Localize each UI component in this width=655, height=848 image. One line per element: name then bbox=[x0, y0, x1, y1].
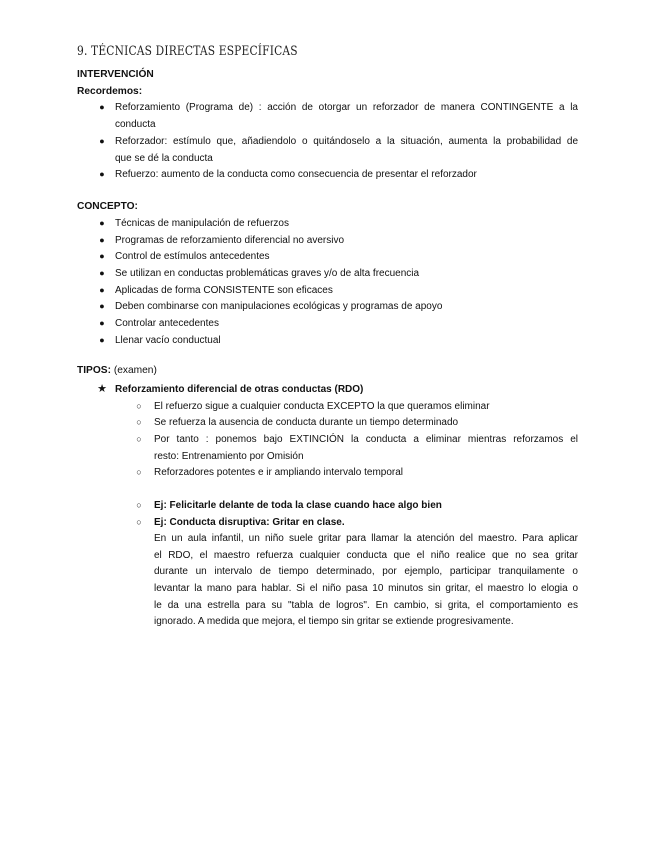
list-item: Reforzadores potentes e ir ampliando intervalo temporal bbox=[154, 467, 404, 478]
list-item: Deben combinarse con manipulaciones ecológicas y programas de apoyo bbox=[115, 301, 443, 312]
circle-bullet-icon: ○ bbox=[136, 434, 142, 444]
bullet-icon: ● bbox=[99, 102, 105, 112]
tipos-note: (examen) bbox=[113, 365, 157, 376]
circle-bullet-icon: ○ bbox=[136, 467, 142, 477]
list-item: Se utilizan en conductas problemáticas graves y/o de alta frecuencia bbox=[115, 268, 420, 279]
list-item: El refuerzo sigue a cualquier conducta EXCEPTO la que queramos eliminar bbox=[154, 401, 490, 412]
list-item: Aplicadas de forma CONSISTENTE son eficaces bbox=[115, 285, 333, 296]
star-icon: ★ bbox=[97, 383, 107, 395]
bullet-icon: ● bbox=[99, 251, 105, 261]
example-paragraph-line: durante un intervalo de tiempo determinado, por ejemplo, participar tranquilamente o bbox=[154, 566, 578, 577]
list-item: Reforzador: estímulo que, añadiendolo o quitándoselo a la situación, aumenta la probabilidad de bbox=[115, 136, 578, 147]
subheading-recordemos: Recordemos: bbox=[77, 86, 143, 97]
heading-tipos bbox=[77, 365, 157, 376]
list-item: Técnicas de manipulación de refuerzos bbox=[115, 218, 289, 229]
circle-bullet-icon: ○ bbox=[136, 517, 142, 527]
circle-bullet-icon: ○ bbox=[136, 417, 142, 427]
list-item-continuation: resto: Entrenamiento por Omisión bbox=[154, 451, 304, 462]
circle-bullet-icon: ○ bbox=[136, 401, 142, 411]
example-1: Ej: Felicitarle delante de toda la clase cuando hace algo bien bbox=[154, 500, 442, 511]
example-paragraph-line: le da una estrella para su "tabla de logros". En cambio, si grita, el comportamiento es bbox=[154, 600, 578, 611]
heading-concepto: CONCEPTO: bbox=[77, 201, 138, 212]
list-item: Reforzamiento (Programa de) : acción de otorgar un reforzador de manera CONTINGENTE a la bbox=[115, 102, 578, 113]
list-item-continuation: que se dé la conducta bbox=[115, 153, 213, 164]
tipos-label: TIPOS: bbox=[77, 365, 111, 376]
section-title: 9. TÉCNICAS DIRECTAS ESPECÍFICAS bbox=[77, 44, 298, 59]
bullet-icon: ● bbox=[99, 301, 105, 311]
list-item: Por tanto : ponemos bajo EXTINCIÓN la conducta a eliminar mientras reforzamos el bbox=[154, 434, 578, 445]
example-paragraph-line: el RDO, el maestro refuerza cualquier conducta que el niño realice que no sea gritar bbox=[154, 550, 578, 561]
list-item: Llenar vacío conductual bbox=[115, 335, 221, 346]
list-item: Controlar antecedentes bbox=[115, 318, 219, 329]
bullet-icon: ● bbox=[99, 218, 105, 228]
list-item: Se refuerza la ausencia de conducta durante un tiempo determinado bbox=[154, 417, 459, 428]
list-item: Programas de reforzamiento diferencial no aversivo bbox=[115, 235, 344, 246]
list-item-continuation: conducta bbox=[115, 119, 156, 130]
example-2: Ej: Conducta disruptiva: Gritar en clase. bbox=[154, 517, 345, 528]
heading-intervencion: INTERVENCIÓN bbox=[77, 69, 154, 80]
bullet-icon: ● bbox=[99, 136, 105, 146]
bullet-icon: ● bbox=[99, 235, 105, 245]
bullet-icon: ● bbox=[99, 169, 105, 179]
example-paragraph-line: ignorado. A medida que mejora, el tiempo sin gritar se extiende progresivamente. bbox=[154, 616, 514, 627]
bullet-icon: ● bbox=[99, 285, 105, 295]
list-item: Refuerzo: aumento de la conducta como consecuencia de presentar el reforzador bbox=[115, 169, 477, 180]
rdo-title: Reforzamiento diferencial de otras conductas (RDO) bbox=[115, 384, 364, 395]
bullet-icon: ● bbox=[99, 335, 105, 345]
bullet-icon: ● bbox=[99, 318, 105, 328]
bullet-icon: ● bbox=[99, 268, 105, 278]
circle-bullet-icon: ○ bbox=[136, 500, 142, 510]
list-item: Control de estímulos antecedentes bbox=[115, 251, 270, 262]
example-paragraph-line: En un aula infantil, un niño suele gritar para llamar la atención del maestro. Para aplicar bbox=[154, 533, 578, 544]
example-paragraph-line: levantar la mano para hablar. Si el niño pasa 10 minutos sin gritar, el maestro lo elogia o bbox=[154, 583, 578, 594]
